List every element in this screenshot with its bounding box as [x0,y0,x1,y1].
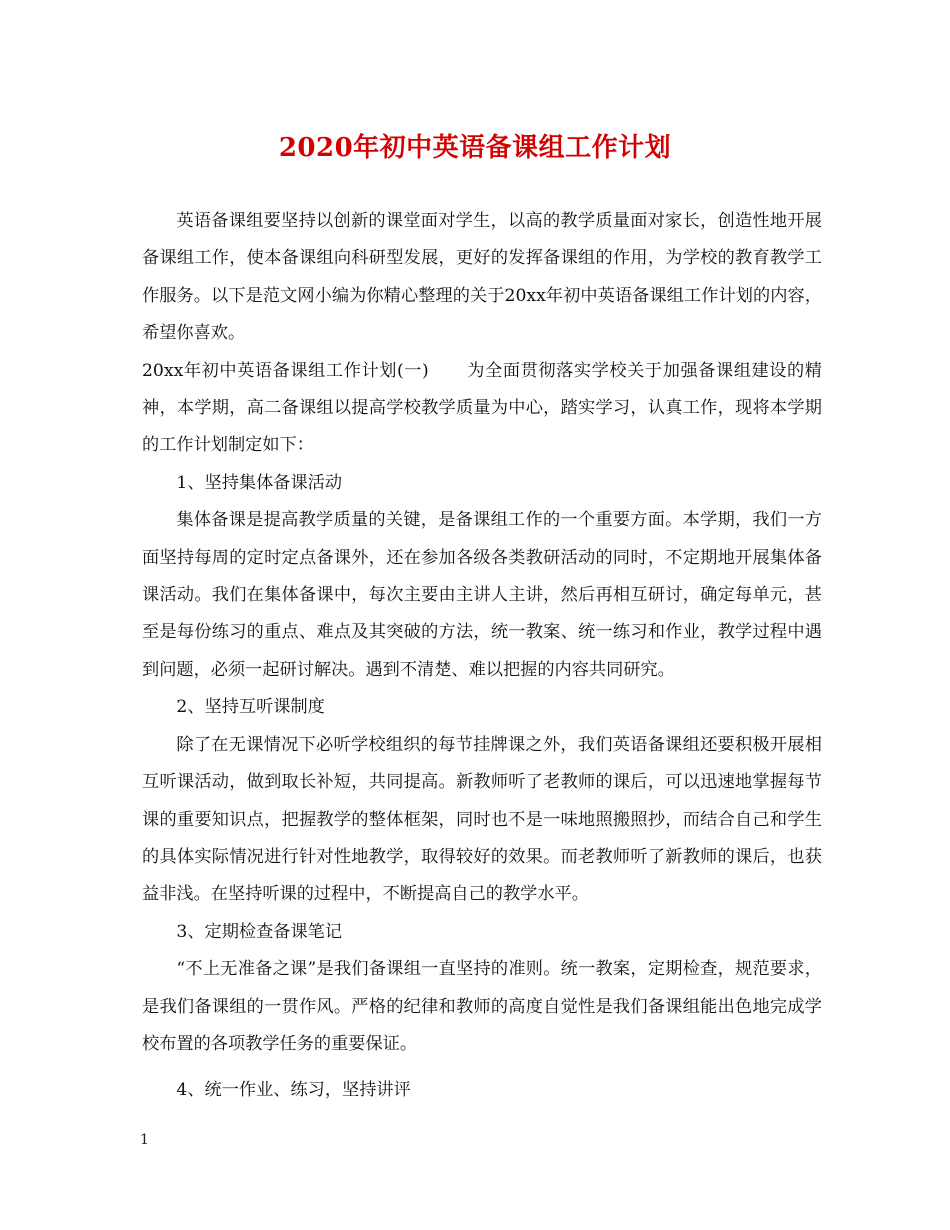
document-title: 2020年初中英语备课组工作计划 [278,133,672,163]
section-heading: 3、定期检查备课笔记 [176,921,343,942]
intro-paragraph: 英语备课组要坚持以创新的课堂面对学生，以高的教学质量面对家长，创造性地开展备课组工作，使本备课组向科研型发展，更好的发挥备课组的作用，为学校的教育教学工作服务。以下是范文网小编为你精心整理的关于20xx年初中英语备课组工作计划的内容，希望你喜欢。 [142,211,822,344]
page-number: 1 [140,1132,149,1148]
plan-heading: 20xx年初中英语备课组工作计划(一) [142,360,429,381]
section-heading: 4、统一作业、练习，坚持讲评 [176,1080,411,1101]
section-heading: 2、坚持互听课制度 [176,697,325,718]
plan-intro: 为全面贯彻落实学校关于加强备课组建设的精神，本学期，高二备课组以提高学校教学质量为中心，踏实学习，认真工作，现将本学期的工作计划制定如下： [142,360,822,456]
plan-paragraph [142,353,822,465]
section-body: 集体备课是提高教学质量的关键，是备课组工作的一个重要方面。本学期，我们一方面坚持每周的定时定点备课外，还在参加各级各类教研活动的同时，不定期地开展集体备课活动。我们在集体备课中，每次主要由主讲人主讲，然后再相互研讨，确定每单元，甚至是每份练习的重点、难点及其突破的方法，统一教案、统一练习和作业，教学过程中遇到问题，必须一起研讨解决。遇到不清楚、难以把握的内容共同研究。 [142,510,822,680]
document-body [142,203,822,1110]
section-body: “不上无准备之课”是我们备课组一直坚持的准则。统一教案，定期检查，规范要求，是我们备课组的一贯作风。严格的纪律和教师的高度自觉性是我们备课组能出色地完成学校布置的各项教学任务的重要保证。 [142,959,822,1054]
section-heading: 1、坚持集体备课活动 [176,472,343,493]
section-body: 除了在无课情况下必听学校组织的每节挂牌课之外，我们英语备课组还要积极开展相互听课活动，做到取长补短，共同提高。新教师听了老教师的课后，可以迅速地掌握每节课的重要知识点，把握教学的整体框架，同时也不是一味地照搬照抄，而结合自己和学生的具体实际情况进行针对性地教学，取得较好的效果。而老教师听了新教师的课后，也获益非浅。在坚持听课的过程中，不断提高自己的教学水平。 [142,734,822,905]
